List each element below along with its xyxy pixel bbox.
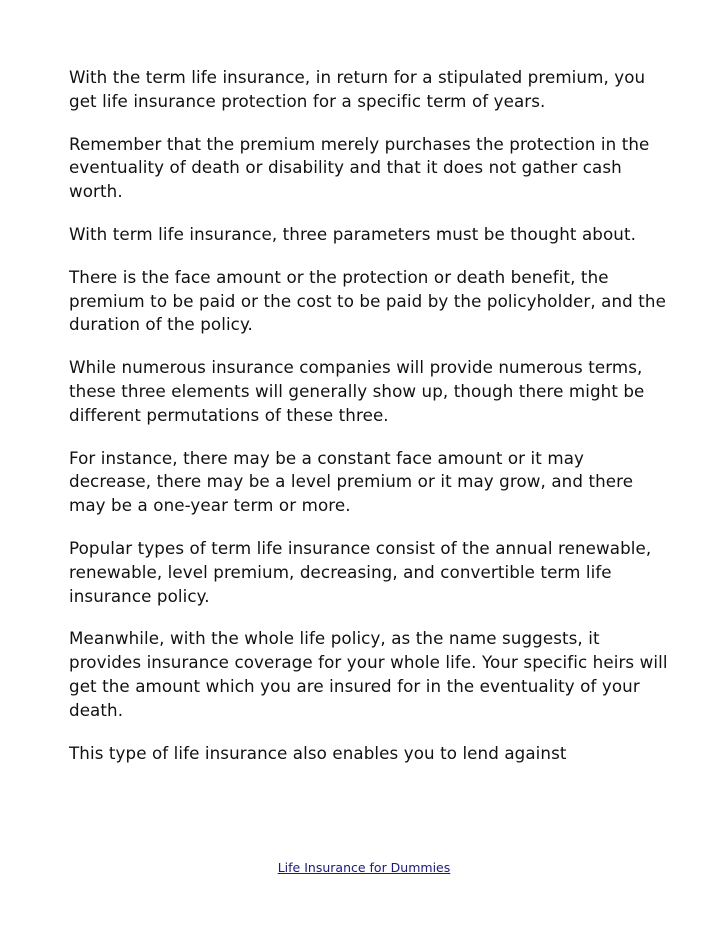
- paragraph-popular-types: Popular types of term life insurance consist of the annual renewable, renewable, level premium, decreasing, and convertible term life insurance policy.: [69, 537, 652, 606]
- paragraph-for-instance: For instance, there may be a constant face amount or it may decrease, there may be a level premium or it may grow, and there may be a one-year term or more.: [69, 447, 634, 516]
- paragraph-lend-against: This type of life insurance also enables you to lend against: [69, 742, 567, 763]
- footer-link[interactable]: Life Insurance for Dummies: [277, 860, 451, 875]
- paragraph-whole-life: Meanwhile, with the whole life policy, as the name suggests, it provides insurance coverage for your whole life. Your specific heirs will get the amount which you are insured for in the eventuality of your death.: [69, 628, 668, 720]
- paragraph-term-life-intro: With the term life insurance, in return for a stipulated premium, you get life insurance protection for a specific term of years.: [69, 67, 646, 111]
- document-body: [69, 66, 669, 784]
- paragraph-insurance-companies: While numerous insurance companies will provide numerous terms, these three elements will generally show up, though there might be different permutations of these three.: [69, 357, 645, 425]
- paragraph-premium-protection: Remember that the premium merely purchases the protection in the eventuality of death or disability and that it does not gather cash worth.: [69, 133, 650, 202]
- page-footer: [0, 857, 728, 876]
- paragraph-face-amount: There is the face amount or the protection or death benefit, the premium to be paid or the cost to be paid by the policyholder, and the duration of the policy.: [69, 266, 666, 335]
- paragraph-three-parameters: With term life insurance, three parameters must be thought about.: [69, 223, 637, 244]
